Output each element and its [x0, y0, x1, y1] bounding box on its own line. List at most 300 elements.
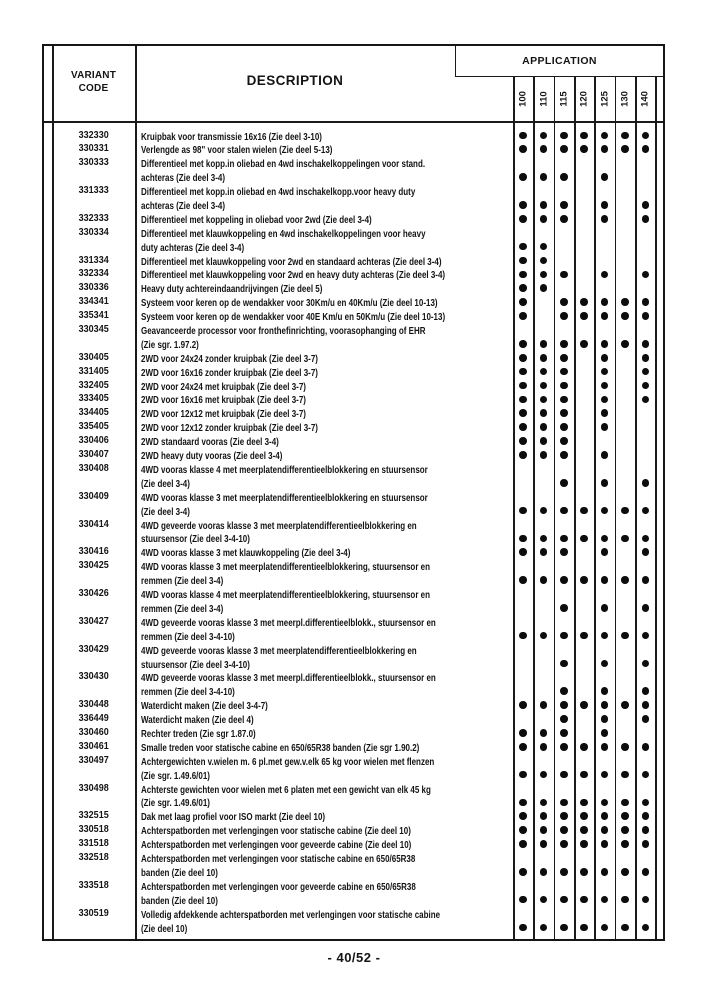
applicability-dot-140	[642, 271, 650, 279]
description-text: Achtergewichten v.wielen m. 6 pl.met gew.v.elk 65 kg voor wielen met flenzen	[141, 756, 435, 768]
variant-code-value: 330448	[78, 699, 109, 711]
description-text: 4WD geveerde vooras klasse 3 met meerpl.differentieelblokk., stuursensor en	[141, 673, 436, 685]
variant-code-cell	[52, 587, 135, 601]
table-row	[44, 309, 663, 323]
variant-code-cell	[52, 448, 135, 462]
applicability-dot-130	[621, 632, 629, 640]
application-dots-cell	[513, 434, 656, 448]
description-text: (Zie sgr. 1.49.6/01)	[141, 798, 210, 810]
variant-code-value: 330460	[78, 726, 109, 738]
applicability-dot-115	[560, 479, 568, 487]
description-cell	[141, 448, 513, 462]
description-cell	[141, 267, 513, 281]
applicability-dot-115	[560, 729, 568, 737]
applicability-dot-125	[601, 729, 609, 737]
description-line	[141, 170, 513, 184]
table-row	[44, 559, 663, 587]
variant-code-cell	[52, 837, 135, 851]
applicability-dot-110	[540, 271, 548, 279]
variant-code-header	[52, 70, 135, 95]
application-dots-cell	[513, 351, 656, 365]
applicability-dot-100	[519, 701, 527, 709]
description-text: Systeem voor keren op de wendakker voor 40E Km/u en 50Km/u (Zie deel 10-13)	[141, 312, 446, 324]
description-line	[141, 907, 513, 921]
applicability-dot-130	[621, 812, 629, 820]
description-text: Smalle treden voor statische cabine en 650/65R38 banden (Zie sgr 1.90.2)	[141, 742, 420, 754]
variant-code-value: 332334	[78, 268, 109, 280]
applicability-dot-140	[642, 632, 650, 640]
description-line	[141, 129, 513, 143]
applicability-dot-130	[621, 896, 629, 904]
description-cell	[141, 226, 513, 254]
applicability-dot-140	[642, 771, 650, 779]
variant-code-value: 332405	[78, 379, 109, 391]
variant-code-header-line1: VARIANT	[70, 70, 117, 81]
description-text: stuursensor (Zie deel 3-4-10)	[141, 659, 250, 671]
applicability-dot-120	[580, 132, 588, 140]
model-label-text: 110	[538, 91, 550, 107]
applicability-dot-130	[621, 312, 629, 320]
variant-code-value: 330498	[78, 782, 109, 794]
description-cell	[141, 643, 513, 671]
description-line	[141, 670, 513, 684]
table-row	[44, 226, 663, 254]
variant-code-cell	[52, 142, 135, 156]
applicability-dot-100	[519, 145, 527, 153]
variant-code-cell	[52, 907, 135, 921]
variant-code-cell	[52, 156, 135, 170]
variant-code-cell	[52, 365, 135, 379]
applicability-dot-110	[540, 243, 548, 251]
applicability-dot-100	[519, 423, 527, 431]
applicability-dot-125	[601, 382, 609, 390]
applicability-dot-120	[580, 771, 588, 779]
applicability-dot-125	[601, 340, 609, 348]
applicability-dot-125	[601, 271, 609, 279]
description-text: Differentieel met kopp.in oliebad en 4wd inschakelkopp.voor heavy duty	[141, 187, 416, 199]
description-line	[141, 698, 513, 712]
applicability-dot-115	[560, 924, 568, 932]
applicability-dot-115	[560, 451, 568, 459]
applicability-dot-120	[580, 701, 588, 709]
applicability-dot-125	[601, 632, 609, 640]
description-text: Differentieel met kopp.in oliebad en 4wd inschakelkoppelingen voor stand.	[141, 159, 426, 171]
table-row	[44, 434, 663, 448]
applicability-dot-100	[519, 173, 527, 181]
applicability-dot-120	[580, 576, 588, 584]
applicability-dot-125	[601, 535, 609, 543]
description-cell	[141, 615, 513, 643]
applicability-dot-100	[519, 576, 527, 584]
description-line	[141, 518, 513, 532]
table-body	[44, 123, 663, 940]
description-cell	[141, 420, 513, 434]
application-dots-cell	[513, 768, 656, 782]
applicability-dot-140	[642, 396, 650, 404]
applicability-dot-100	[519, 632, 527, 640]
description-cell	[141, 726, 513, 740]
table-row	[44, 851, 663, 879]
application-dots-cell	[513, 476, 656, 490]
applicability-dot-120	[580, 632, 588, 640]
variant-code-cell	[52, 434, 135, 448]
applicability-dot-130	[621, 132, 629, 140]
variant-code-value: 330518	[78, 824, 109, 836]
description-line	[141, 504, 513, 518]
description-line	[141, 267, 513, 281]
applicability-dot-125	[601, 812, 609, 820]
applicability-dot-110	[540, 423, 548, 431]
description-line	[141, 726, 513, 740]
description-cell	[141, 907, 513, 935]
variant-code-cell	[52, 267, 135, 281]
applicability-dot-140	[642, 743, 650, 751]
applicability-dot-115	[560, 576, 568, 584]
variant-code-cell	[52, 851, 135, 865]
variant-code-value: 330409	[78, 490, 109, 502]
description-text: banden (Zie deel 10)	[141, 895, 218, 907]
applicability-dot-100	[519, 340, 527, 348]
description-text: Rechter treden (Zie sgr 1.87.0)	[141, 728, 256, 740]
applicability-dot-125	[601, 215, 609, 223]
description-line	[141, 837, 513, 851]
applicability-dot-130	[621, 868, 629, 876]
variant-code-value: 331334	[78, 254, 109, 266]
description-text: stuursensor (Zie deel 3-4-10)	[141, 534, 250, 546]
applicability-dot-120	[580, 298, 588, 306]
variant-code-cell	[52, 323, 135, 337]
applicability-dot-110	[540, 340, 548, 348]
applicability-dot-120	[580, 743, 588, 751]
table-row	[44, 879, 663, 907]
variant-code-value: 333405	[78, 393, 109, 405]
description-text: Systeem voor keren op de wendakker voor 30Km/u en 40Km/u (Zie deel 10-13)	[141, 298, 438, 310]
variant-code-cell	[52, 643, 135, 657]
applicability-dot-140	[642, 215, 650, 223]
description-line	[141, 865, 513, 879]
table-row	[44, 726, 663, 740]
model-label-text: 130	[619, 91, 631, 107]
description-cell	[141, 754, 513, 782]
applicability-dot-140	[642, 132, 650, 140]
applicability-dot-110	[540, 354, 548, 362]
applicability-dot-110	[540, 437, 548, 445]
applicability-dot-140	[642, 479, 650, 487]
application-dots-cell	[513, 795, 656, 809]
description-text: (Zie deel 3-4)	[141, 506, 190, 518]
description-line	[141, 323, 513, 337]
applicability-dot-140	[642, 507, 650, 515]
applicability-dot-140	[642, 924, 650, 932]
applicability-dot-110	[540, 132, 548, 140]
variant-code-value: 331518	[78, 838, 109, 850]
applicability-dot-100	[519, 451, 527, 459]
description-header: DESCRIPTION	[246, 73, 344, 88]
applicability-dot-140	[642, 604, 650, 612]
applicability-dot-130	[621, 701, 629, 709]
applicability-dot-140	[642, 145, 650, 153]
applicability-dot-125	[601, 743, 609, 751]
applicability-dot-120	[580, 507, 588, 515]
applicability-dot-120	[580, 812, 588, 820]
applicability-dot-140	[642, 535, 650, 543]
description-line	[141, 531, 513, 545]
applicability-dot-120	[580, 799, 588, 807]
applicability-dot-115	[560, 687, 568, 695]
description-line	[141, 226, 513, 240]
variant-code-value: 330334	[78, 226, 109, 238]
description-text: Achterspatborden met verlengingen voor geveerde cabine en 650/65R38	[141, 881, 416, 893]
applicability-dot-140	[642, 298, 650, 306]
variant-code-value: 330414	[78, 518, 109, 530]
applicability-dot-140	[642, 840, 650, 848]
applicability-dot-125	[601, 548, 609, 556]
table-row	[44, 392, 663, 406]
description-text: 4WD geveerde vooras klasse 3 met meerplatendifferentieelblokkering en	[141, 520, 417, 532]
applicability-dot-130	[621, 743, 629, 751]
description-cell	[141, 879, 513, 907]
applicability-dot-110	[540, 576, 548, 584]
variant-code-value: 332515	[78, 810, 109, 822]
applicability-dot-120	[580, 826, 588, 834]
table-row	[44, 281, 663, 295]
applicability-dot-125	[601, 354, 609, 362]
applicability-dot-125	[601, 423, 609, 431]
table-row	[44, 156, 663, 184]
applicability-dot-100	[519, 868, 527, 876]
applicability-dot-125	[601, 826, 609, 834]
application-dots-cell	[513, 531, 656, 545]
model-label-120	[574, 77, 594, 121]
applicability-dot-115	[560, 215, 568, 223]
applicability-dot-110	[540, 729, 548, 737]
applicability-dot-100	[519, 507, 527, 515]
variant-code-cell	[52, 295, 135, 309]
applicability-dot-140	[642, 660, 650, 668]
description-text: 2WD voor 16x16 zonder kruipbak (Zie deel 3-7)	[141, 367, 318, 379]
applicability-dot-100	[519, 840, 527, 848]
description-text: Dak met laag profiel voor ISO markt (Zie deel 10)	[141, 812, 326, 824]
variant-code-value: 333518	[78, 879, 109, 891]
applicability-dot-120	[580, 896, 588, 904]
applicability-dot-115	[560, 535, 568, 543]
applicability-dot-110	[540, 535, 548, 543]
applicability-dot-100	[519, 924, 527, 932]
applicability-dot-110	[540, 896, 548, 904]
applicability-dot-125	[601, 840, 609, 848]
description-text: banden (Zie deel 10)	[141, 867, 218, 879]
applicability-dot-120	[580, 535, 588, 543]
description-cell	[141, 462, 513, 490]
application-dots-cell	[513, 392, 656, 406]
variant-code-value: 334341	[78, 296, 109, 308]
applicability-dot-115	[560, 396, 568, 404]
table-row	[44, 907, 663, 935]
description-cell	[141, 365, 513, 379]
application-header-box	[455, 46, 663, 77]
description-text: Achterste gewichten voor wielen met 6 platen met een gewicht van elk 45 kg	[141, 784, 431, 796]
applicability-dot-125	[601, 479, 609, 487]
description-cell	[141, 587, 513, 615]
table-row	[44, 129, 663, 143]
applicability-dot-125	[601, 145, 609, 153]
variant-code-value: 335341	[78, 310, 109, 322]
applicability-dot-100	[519, 132, 527, 140]
description-line	[141, 392, 513, 406]
variant-code-cell	[52, 281, 135, 295]
table-row	[44, 782, 663, 810]
table-row	[44, 420, 663, 434]
description-text: 4WD vooras klasse 3 met meerplatendifferentieelblokkering en stuursensor	[141, 492, 428, 504]
applicability-dot-110	[540, 840, 548, 848]
description-text: 2WD voor 16x16 met kruipbak (Zie deel 3-7)	[141, 395, 306, 407]
variant-code-value: 331333	[78, 185, 109, 197]
applicability-dot-115	[560, 437, 568, 445]
applicability-dot-140	[642, 896, 650, 904]
table-row	[44, 643, 663, 671]
applicability-dot-100	[519, 896, 527, 904]
variant-application-table	[42, 44, 665, 941]
application-dots-cell	[513, 420, 656, 434]
applicability-dot-110	[540, 396, 548, 404]
table-row	[44, 698, 663, 712]
description-cell	[141, 212, 513, 226]
applicability-dot-130	[621, 924, 629, 932]
applicability-dot-130	[621, 840, 629, 848]
variant-code-value: 330461	[78, 740, 109, 752]
applicability-dot-125	[601, 451, 609, 459]
applicability-dot-140	[642, 715, 650, 723]
applicability-dot-100	[519, 215, 527, 223]
variant-code-cell	[52, 254, 135, 268]
description-line	[141, 573, 513, 587]
description-cell	[141, 309, 513, 323]
table-row	[44, 754, 663, 782]
description-line	[141, 448, 513, 462]
applicability-dot-140	[642, 354, 650, 362]
description-line	[141, 295, 513, 309]
applicability-dot-110	[540, 201, 548, 209]
applicability-dot-115	[560, 312, 568, 320]
applicability-dot-110	[540, 799, 548, 807]
applicability-dot-125	[601, 201, 609, 209]
model-label-text: 140	[639, 91, 651, 107]
application-dots-cell	[513, 129, 656, 143]
description-line	[141, 156, 513, 170]
applicability-dot-115	[560, 368, 568, 376]
applicability-dot-130	[621, 535, 629, 543]
description-text: 2WD heavy duty vooras (Zie deel 3-4)	[141, 451, 283, 463]
applicability-dot-100	[519, 548, 527, 556]
applicability-dot-110	[540, 173, 548, 181]
applicability-dot-110	[540, 368, 548, 376]
description-cell	[141, 698, 513, 712]
application-dots-cell	[513, 337, 656, 351]
application-dots-cell	[513, 601, 656, 615]
variant-code-cell	[52, 309, 135, 323]
description-cell	[141, 809, 513, 823]
variant-code-cell	[52, 879, 135, 893]
description-cell	[141, 156, 513, 184]
applicability-dot-100	[519, 354, 527, 362]
description-text: 2WD voor 24x24 met kruipbak (Zie deel 3-7)	[141, 381, 306, 393]
description-line	[141, 184, 513, 198]
application-dots-cell	[513, 170, 656, 184]
variant-code-cell	[52, 379, 135, 393]
applicability-dot-115	[560, 799, 568, 807]
applicability-dot-100	[519, 437, 527, 445]
applicability-dot-140	[642, 368, 650, 376]
applicability-dot-100	[519, 409, 527, 417]
description-cell	[141, 392, 513, 406]
applicability-dot-110	[540, 284, 548, 292]
applicability-dot-115	[560, 507, 568, 515]
table-row	[44, 837, 663, 851]
table-row	[44, 712, 663, 726]
applicability-dot-110	[540, 507, 548, 515]
applicability-dot-125	[601, 298, 609, 306]
applicability-dot-140	[642, 799, 650, 807]
application-dots-cell	[513, 657, 656, 671]
application-dots-cell	[513, 406, 656, 420]
application-dots-cell	[513, 365, 656, 379]
model-label-110	[533, 77, 553, 121]
variant-code-cell	[52, 712, 135, 726]
applicability-dot-115	[560, 896, 568, 904]
variant-code-value: 330429	[78, 643, 109, 655]
description-line	[141, 198, 513, 212]
description-cell	[141, 559, 513, 587]
applicability-dot-115	[560, 201, 568, 209]
table-row	[44, 212, 663, 226]
description-line	[141, 490, 513, 504]
applicability-dot-110	[540, 215, 548, 223]
variant-code-cell	[52, 823, 135, 837]
variant-code-value: 330336	[78, 282, 109, 294]
description-text: (Zie sgr. 1.97.2)	[141, 339, 199, 351]
description-text: Waterdicht maken (Zie deel 4)	[141, 715, 254, 727]
description-line	[141, 545, 513, 559]
applicability-dot-115	[560, 271, 568, 279]
description-text: achteras (Zie deel 3-4)	[141, 200, 226, 212]
applicability-dot-110	[540, 632, 548, 640]
description-cell	[141, 406, 513, 420]
description-text: remmen (Zie deel 3-4-10)	[141, 687, 235, 699]
description-line	[141, 420, 513, 434]
applicability-dot-100	[519, 396, 527, 404]
table-row	[44, 518, 663, 546]
applicability-dot-130	[621, 826, 629, 834]
description-line	[141, 559, 513, 573]
applicability-dot-120	[580, 840, 588, 848]
applicability-dot-115	[560, 604, 568, 612]
description-line	[141, 851, 513, 865]
applicability-dot-115	[560, 840, 568, 848]
description-text: Geavanceerde processor voor fronthefinrichting, voorasophanging of EHR	[141, 326, 426, 338]
application-dots-cell	[513, 448, 656, 462]
applicability-dot-125	[601, 173, 609, 181]
applicability-dot-100	[519, 382, 527, 390]
variant-code-value: 330407	[78, 449, 109, 461]
table-row	[44, 406, 663, 420]
variant-code-cell	[52, 184, 135, 198]
variant-code-value: 330406	[78, 435, 109, 447]
applicability-dot-100	[519, 826, 527, 834]
description-cell	[141, 142, 513, 156]
application-dots-cell	[513, 684, 656, 698]
table-row	[44, 295, 663, 309]
description-cell	[141, 851, 513, 879]
